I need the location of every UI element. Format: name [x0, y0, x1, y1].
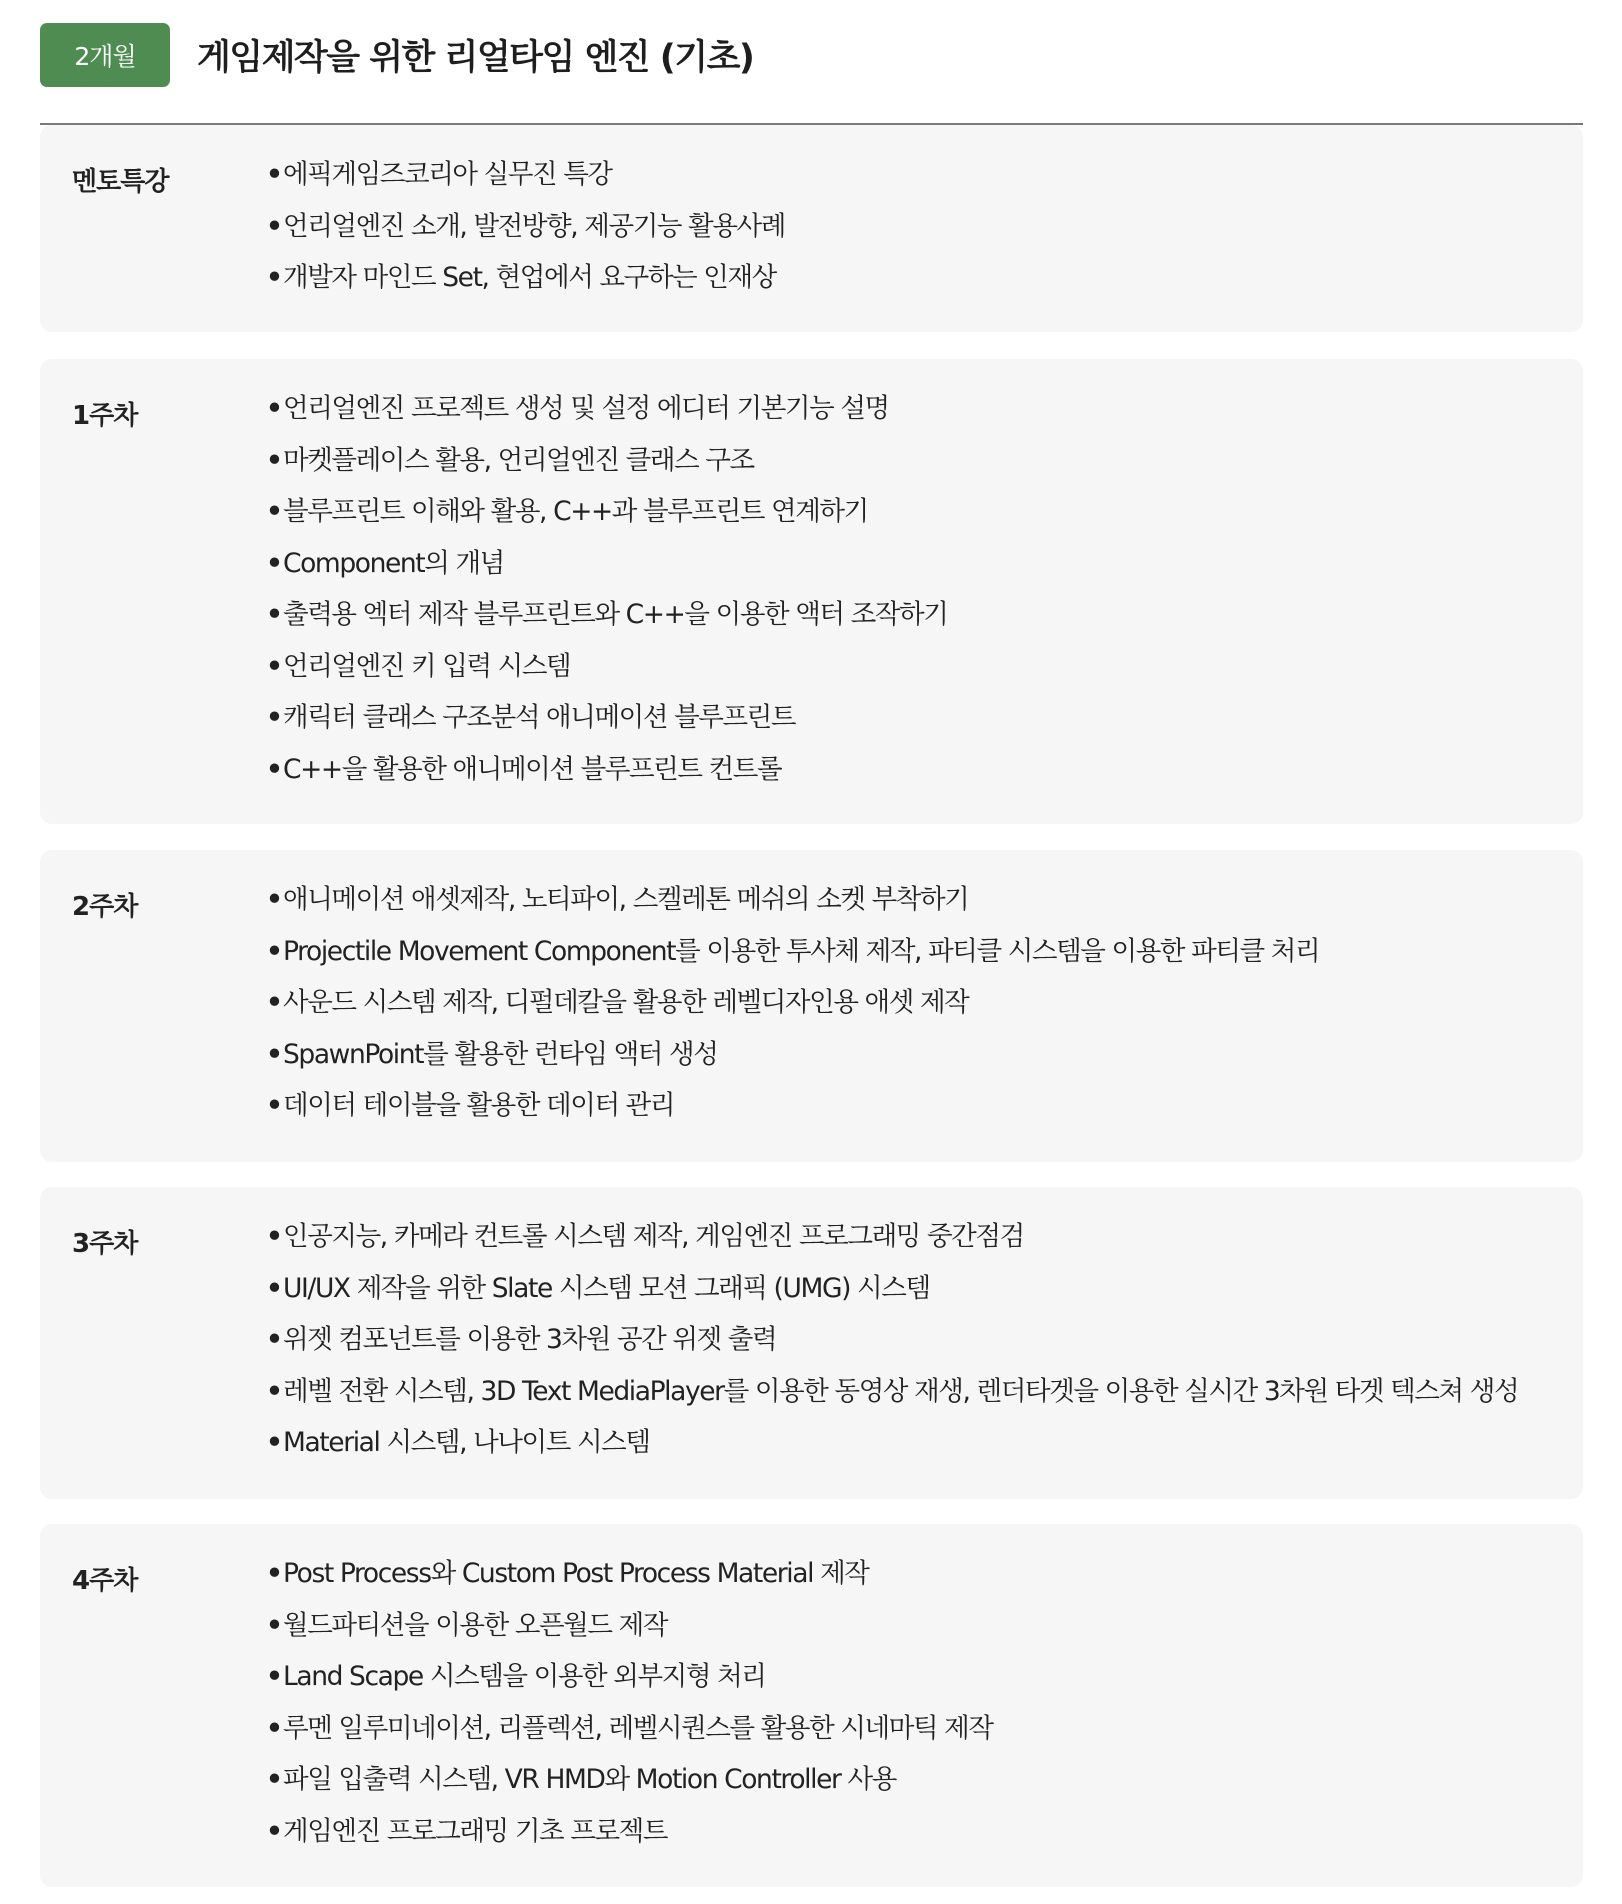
topic-item — [266, 1711, 993, 1763]
bullet-icon: • — [266, 1038, 282, 1070]
topic-item — [266, 1219, 1518, 1271]
bullet-icon: • — [266, 1427, 282, 1458]
topic-text: 마켓플레이스 활용, 언리얼엔진 클래스 구조 — [283, 444, 754, 476]
section-label: 4주차 — [72, 1566, 138, 1596]
bullet-icon: • — [266, 444, 282, 476]
bullet-icon: • — [266, 1558, 282, 1589]
topic-text: Land Scape 시스템을 이용한 외부지형 처리 — [283, 1661, 766, 1692]
bullet-icon: • — [266, 987, 282, 1018]
topic-text: C++을 활용한 애니메이션 블루프린트 컨트롤 — [283, 753, 782, 785]
topic-text: UI/UX 제작을 위한 Slate 시스템 모션 그래픽 (UMG) 시스템 — [283, 1272, 930, 1304]
topic-item — [266, 443, 947, 495]
bullet-icon: • — [266, 1272, 282, 1304]
topic-list — [266, 391, 947, 803]
bullet-icon: • — [266, 702, 282, 733]
section-label: 멘토특강 — [72, 167, 169, 197]
topic-text: 루멘 일루미네이션, 리플렉션, 레벨시퀀스를 활용한 시네마틱 제작 — [283, 1712, 993, 1744]
topic-item — [266, 260, 785, 312]
topic-text: 개발자 마인드 Set, 현업에서 요구하는 인재상 — [283, 262, 776, 293]
section-week-1 — [40, 359, 1583, 824]
bullet-icon: • — [266, 1221, 282, 1252]
course-header — [40, 23, 753, 87]
bullet-icon: • — [266, 599, 282, 630]
topic-item — [266, 1322, 1518, 1374]
bullet-icon: • — [266, 393, 282, 424]
topic-text: 블루프린트 이해와 활용, C++과 블루프린트 연계하기 — [283, 496, 868, 527]
section-week-3 — [40, 1187, 1583, 1499]
topic-item — [266, 1608, 993, 1660]
topic-text: 인공지능, 카메라 컨트롤 시스템 제작, 게임엔진 프로그래밍 중간점검 — [283, 1221, 1024, 1252]
bullet-icon: • — [266, 753, 282, 785]
bullet-icon: • — [266, 1324, 282, 1355]
topic-item — [266, 985, 1319, 1037]
bullet-icon: • — [266, 496, 282, 527]
bullet-icon: • — [266, 547, 282, 579]
topic-text: 게임엔진 프로그래밍 기초 프로젝트 — [283, 1815, 668, 1847]
bullet-icon: • — [266, 650, 282, 682]
topic-text: 애니메이션 애셋제작, 노티파이, 스켈레톤 메쉬의 소켓 부착하기 — [283, 884, 969, 915]
topic-text: Material 시스템, 나나이트 시스템 — [283, 1427, 650, 1458]
bullet-icon: • — [266, 1609, 282, 1641]
section-label: 1주차 — [72, 401, 138, 431]
topic-item — [266, 1037, 1319, 1089]
topic-item — [266, 597, 947, 649]
topic-list — [266, 1219, 1518, 1477]
topic-text: 월드파티션을 이용한 오픈월드 제작 — [283, 1609, 668, 1641]
topic-text: 위젯 컴포넌트를 이용한 3차원 공간 위젯 출력 — [283, 1324, 777, 1355]
topic-text: Post Process와 Custom Post Process Material 제작 — [283, 1558, 869, 1589]
bullet-icon: • — [266, 1090, 282, 1121]
topic-text: 출력용 엑터 제작 블루프린트와 C++을 이용한 액터 조작하기 — [283, 599, 948, 630]
topic-item — [266, 1556, 993, 1608]
topic-item — [266, 1088, 1319, 1140]
topic-item — [266, 157, 785, 209]
section-label: 3주차 — [72, 1229, 138, 1259]
topic-list — [266, 882, 1319, 1140]
topic-text: 언리얼엔진 프로젝트 생성 및 설정 에디터 기본기능 설명 — [283, 393, 889, 424]
section-week-4 — [40, 1524, 1583, 1887]
topic-text: SpawnPoint를 활용한 런타임 액터 생성 — [283, 1038, 718, 1070]
section-mentor-lecture — [40, 125, 1583, 332]
topic-text: 데이터 테이블을 활용한 데이터 관리 — [283, 1090, 675, 1121]
topic-item — [266, 1659, 993, 1711]
bullet-icon: • — [266, 884, 282, 915]
bullet-icon: • — [266, 1712, 282, 1744]
topic-item — [266, 649, 947, 701]
topic-item — [266, 882, 1319, 934]
bullet-icon: • — [266, 1815, 282, 1847]
topic-text: Projectile Movement Component를 이용한 투사체 제작, 파티클 시스템을 이용한 파티클 처리 — [283, 935, 1320, 967]
bullet-icon: • — [266, 1375, 282, 1407]
bullet-icon: • — [266, 1764, 282, 1795]
topic-list — [266, 157, 785, 312]
bullet-icon: • — [266, 262, 282, 293]
duration-badge: 2개월 — [40, 23, 170, 87]
topic-text: 사운드 시스템 제작, 디펄데칼을 활용한 레벨디자인용 애셋 제작 — [283, 987, 969, 1018]
bullet-icon: • — [266, 210, 282, 242]
section-week-2 — [40, 850, 1583, 1162]
bullet-icon: • — [266, 159, 282, 190]
topic-item — [266, 209, 785, 261]
topic-text: 캐릭터 클래스 구조분석 애니메이션 블루프린트 — [283, 702, 796, 733]
topic-item — [266, 700, 947, 752]
topic-text: 언리얼엔진 소개, 발전방향, 제공기능 활용사례 — [283, 210, 785, 242]
topic-item — [266, 752, 947, 804]
topic-text: 레벨 전환 시스템, 3D Text MediaPlayer를 이용한 동영상 재생, 렌더타겟을 이용한 실시간 3차원 타겟 텍스쳐 생성 — [283, 1375, 1519, 1407]
topic-text: 에픽게임즈코리아 실무진 특강 — [283, 159, 612, 190]
section-label: 2주차 — [72, 892, 138, 922]
topic-item — [266, 1762, 993, 1814]
topic-item — [266, 1271, 1518, 1323]
topic-item — [266, 934, 1319, 986]
topic-text: 파일 입출력 시스템, VR HMD와 Motion Controller 사용 — [283, 1764, 896, 1795]
topic-item — [266, 1814, 993, 1866]
topic-text: Component의 개념 — [283, 547, 504, 579]
course-title: 게임제작을 위한 리얼타임 엔진 (기초) — [197, 38, 754, 78]
topic-item — [266, 391, 947, 443]
topic-item — [266, 1425, 1518, 1477]
bullet-icon: • — [266, 935, 282, 967]
topic-item — [266, 494, 947, 546]
bullet-icon: • — [266, 1661, 282, 1692]
topic-text: 언리얼엔진 키 입력 시스템 — [283, 650, 571, 682]
topic-item — [266, 546, 947, 598]
topic-item — [266, 1374, 1518, 1426]
topic-list — [266, 1556, 993, 1865]
